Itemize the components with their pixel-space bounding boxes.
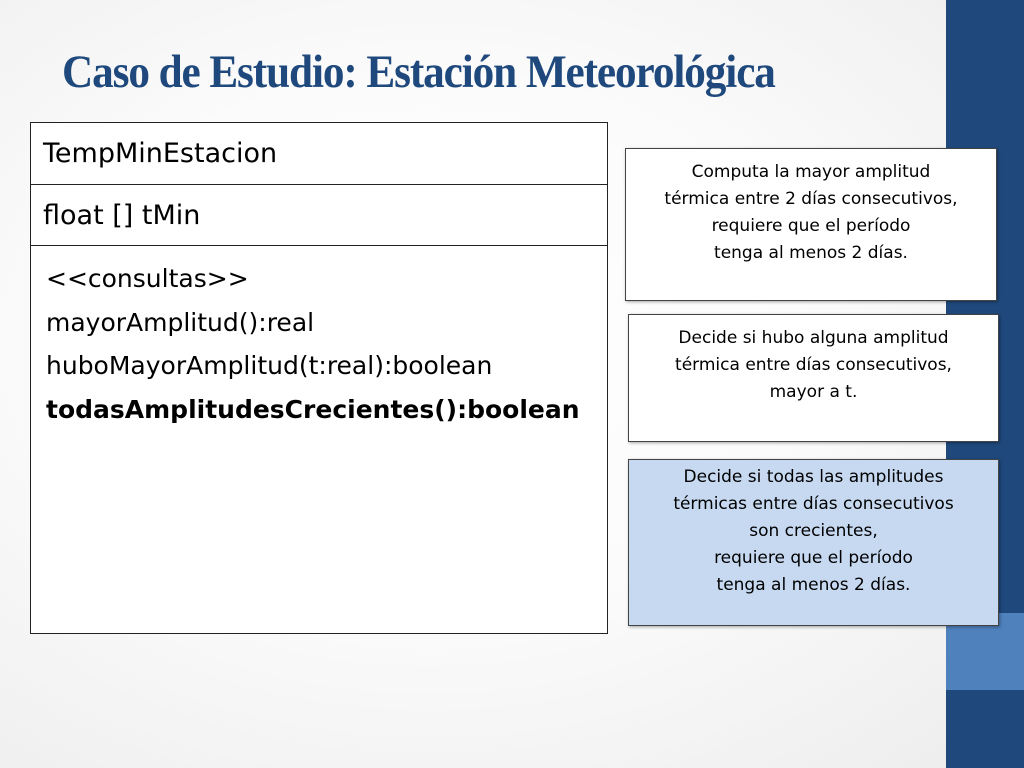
note-line: térmicas entre días consecutivos <box>673 494 954 514</box>
note-line: tenga al menos 2 días. <box>714 243 908 263</box>
uml-method: mayorAmplitud():real <box>46 307 315 337</box>
note-line: mayor a t. <box>769 382 858 402</box>
note-todas-amplitudes-crecientes <box>628 459 999 626</box>
uml-class-name: TempMinEstacion <box>31 123 607 185</box>
note-line: térmica entre días consecutivos, <box>675 355 952 375</box>
uml-class-attribute: float [] tMin <box>31 185 607 246</box>
uml-stereotype: <<consultas>> <box>46 264 249 293</box>
note-line: tenga al menos 2 días. <box>716 575 911 595</box>
note-line: requiere que el período <box>714 548 913 568</box>
note-line: son crecientes, <box>749 521 878 541</box>
note-hubo-mayor-amplitud <box>628 314 999 442</box>
slide-title: Caso de Estudio: Estación Meteorológica <box>62 46 775 98</box>
note-line: térmica entre 2 días consecutivos, <box>664 189 958 209</box>
note-line: Computa la mayor amplitud <box>691 162 931 182</box>
uml-class-diagram <box>30 122 608 634</box>
note-line: requiere que el período <box>711 216 911 236</box>
note-line: Decide si hubo alguna amplitud <box>678 328 949 348</box>
uml-class-methods <box>31 246 607 431</box>
note-line: Decide si todas las amplitudes <box>683 467 944 487</box>
uml-method-highlighted: todasAmplitudesCrecientes():boolean <box>46 394 580 424</box>
note-mayor-amplitud <box>625 148 997 301</box>
uml-method: huboMayorAmplitud(t:real):boolean <box>46 351 493 380</box>
